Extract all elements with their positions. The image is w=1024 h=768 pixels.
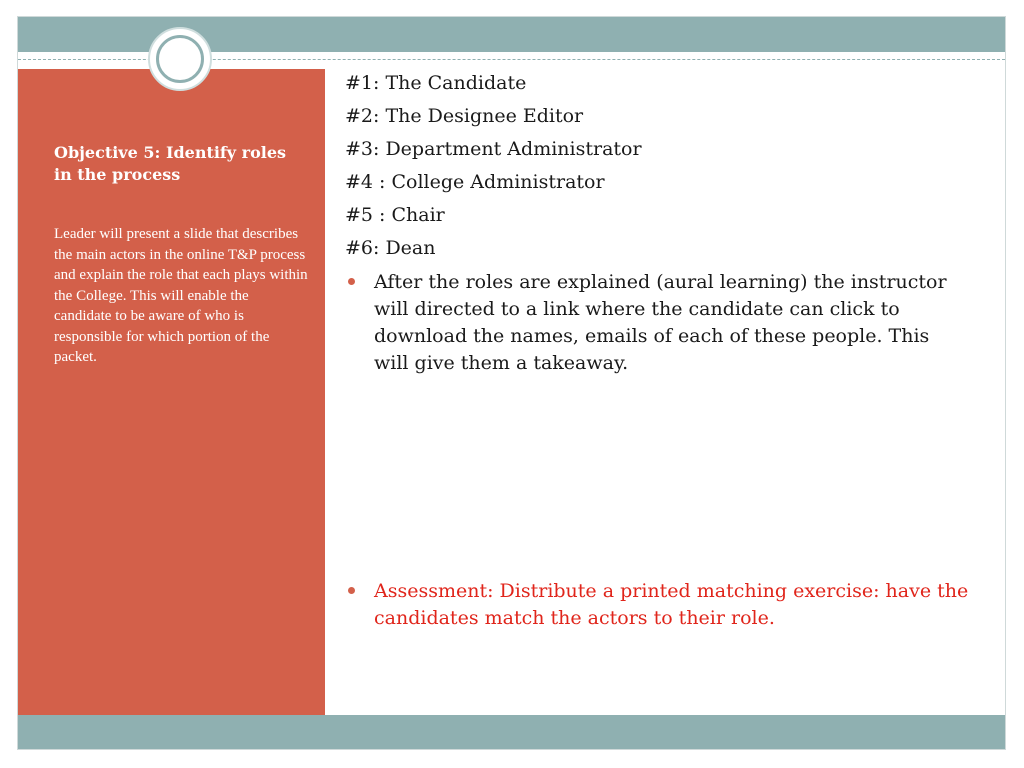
- bullet-dot-icon: [348, 587, 355, 594]
- bullet-assessment: [345, 578, 974, 632]
- bullet-takeaway: [345, 269, 955, 377]
- role-item: #1: The Candidate: [345, 72, 527, 94]
- role-item: #4 : College Administrator: [345, 171, 605, 193]
- bullet-takeaway-text: After the roles are explained (aural learning) the instructor will directed to a link where the candidate can click to download the names, emails of each of these people. This will give them a takeaway.: [374, 271, 947, 374]
- left-panel: [18, 69, 325, 717]
- bullet-assessment-text: Assessment: Distribute a printed matching exercise: have the candidates match the actors to their role.: [374, 580, 969, 629]
- role-item: #6: Dean: [345, 237, 436, 259]
- bottom-band: [18, 715, 1005, 749]
- role-item: #2: The Designee Editor: [345, 105, 584, 127]
- panel-title: Objective 5: Identify roles in the process: [54, 143, 287, 184]
- role-item: #3: Department Administrator: [345, 138, 642, 160]
- role-item: #5 : Chair: [345, 204, 445, 226]
- panel-description: Leader will present a slide that describes the main actors in the online T&P process and explain the role that each plays within the College. This will enable the candidate to be aware of who is responsible for which portion of the packet.: [54, 226, 308, 365]
- content-area: [345, 67, 955, 377]
- circle-emblem-icon: [148, 27, 212, 91]
- bullet-dot-icon: [348, 278, 355, 285]
